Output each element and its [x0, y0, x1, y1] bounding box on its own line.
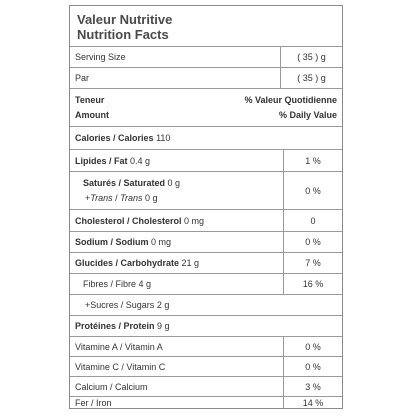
teneur-label: Teneur: [75, 95, 105, 105]
trans-prefix: +: [85, 193, 91, 203]
sodium-dv: 0 %: [283, 232, 342, 252]
iron-label: Fer / Iron: [75, 397, 112, 408]
serving-size-row: [70, 46, 342, 67]
fat-row: [70, 149, 342, 171]
protein-label: Protéines / Protein: [75, 321, 155, 331]
calcium-row: [70, 376, 342, 396]
calories-label: Calories / Calories: [75, 133, 154, 143]
par-row: [70, 67, 342, 88]
fibre-dv: 16 %: [283, 274, 342, 294]
panel-title: [77, 12, 172, 42]
par-label: Par: [75, 73, 90, 83]
vitamin-c-row: [70, 356, 342, 376]
par-value: ( 35 ) g: [280, 68, 342, 88]
column-header-row: [70, 88, 342, 126]
saturated-label: Saturés / Saturated: [83, 178, 166, 188]
sodium-row: [70, 231, 342, 252]
carbohydrate-row: [70, 252, 342, 273]
pct-value-fr: % Valeur Quotidienne: [244, 95, 337, 105]
fibre-amount: 4 g: [138, 279, 152, 289]
trans-label-en: Trans: [120, 193, 143, 203]
nutrition-facts-panel: [69, 5, 343, 409]
serving-size-value: ( 35 ) g: [280, 47, 342, 67]
iron-dv: 14 %: [283, 397, 342, 408]
saturated-amount: 0 g: [167, 178, 181, 188]
vitamin-c-dv: 0 %: [283, 357, 342, 376]
fat-amount: 0.4 g: [130, 155, 151, 166]
trans-label-fr: Trans: [90, 193, 113, 203]
saturated-trans-row: [70, 171, 342, 209]
cholesterol-row: [70, 209, 342, 231]
pct-value-en: % Daily Value: [278, 110, 337, 120]
calcium-label: Calcium / Calcium: [75, 381, 148, 392]
vitamin-a-label: Vitamine A / Vitamin A: [75, 341, 163, 352]
fat-dv: 1 %: [283, 150, 342, 171]
calories-value: 110: [156, 133, 171, 143]
sodium-amount: 0 mg: [151, 237, 172, 247]
sugars-amount: 2 g: [156, 300, 170, 310]
title-french: Valeur Nutritive: [77, 12, 173, 27]
carbohydrate-label: Glucides / Carbohydrate: [75, 258, 180, 268]
vitamin-c-label: Vitamine C / Vitamin C: [75, 361, 166, 372]
fat-label: Lipides / Fat: [75, 155, 128, 166]
protein-row: [70, 315, 342, 336]
cholesterol-amount: 0 mg: [184, 215, 205, 226]
trans-amount: 0 g: [144, 193, 158, 203]
amount-label: Amount: [75, 110, 109, 120]
sodium-label: Sodium / Sodium: [75, 237, 149, 247]
sugars-label: +Sucres / Sugars: [85, 300, 155, 310]
iron-row: [70, 396, 342, 408]
serving-size-label: Serving Size: [75, 52, 126, 62]
fibre-label: Fibres / Fibre: [83, 279, 137, 289]
vitamin-a-dv: 0 %: [283, 337, 342, 356]
cholesterol-dv: 0: [283, 210, 342, 231]
protein-amount: 9 g: [157, 321, 170, 331]
calcium-dv: 3 %: [283, 377, 342, 396]
carbohydrate-amount: 21 g: [181, 258, 200, 268]
calories-row: [70, 126, 342, 149]
fibre-row: [70, 273, 342, 294]
cholesterol-label: Cholesterol / Cholesterol: [75, 215, 182, 226]
title-english: Nutrition Facts: [77, 27, 169, 42]
saturated-trans-dv: 0 %: [283, 172, 342, 209]
sugars-row: [70, 294, 342, 315]
vitamin-a-row: [70, 336, 342, 356]
carbohydrate-dv: 7 %: [283, 253, 342, 273]
trans-sep: /: [112, 193, 121, 203]
